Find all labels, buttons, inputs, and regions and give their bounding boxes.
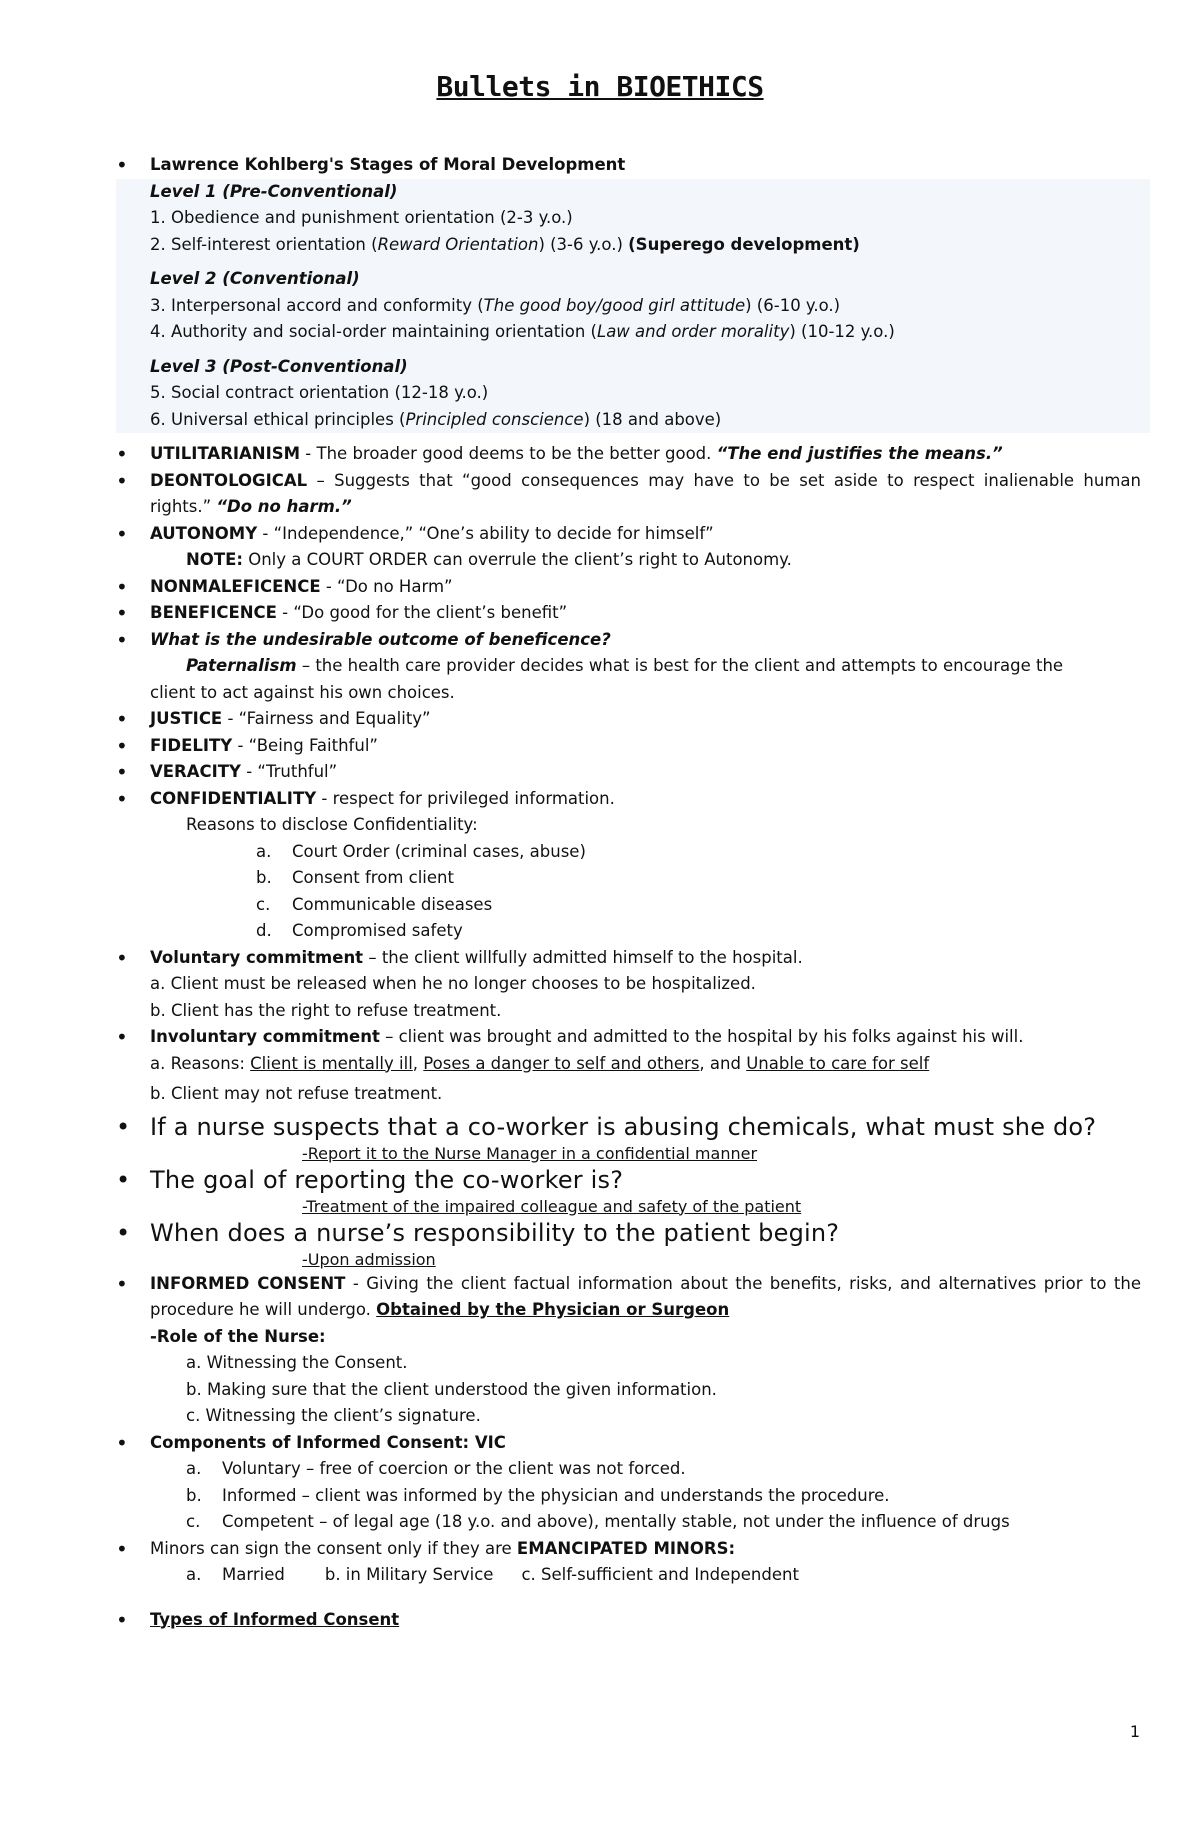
voluntary-a: a. Client must be released when he no longer chooses to be hospitalized. [150, 974, 756, 993]
list-item: • DEONTOLOGICAL – Suggests that “good consequences may have to be set aside to respect inalienable human rights.” “Do no harm.” [116, 468, 1141, 521]
list-item: • BENEFICENCE - “Do good for the client’s benefit” [116, 600, 1141, 627]
role-label: -Role of the Nurse: [150, 1326, 326, 1346]
question-item: • The goal of reporting the co-worker is? [116, 1165, 1141, 1196]
question-item: • If a nurse suspects that a co-worker is abusing chemicals, what must she do? [116, 1112, 1141, 1143]
role-item: c. Witnessing the client’s signature. [186, 1406, 481, 1425]
answer-text: -Upon admission [302, 1249, 436, 1269]
kohlberg-levels [116, 179, 1150, 434]
role-item: a. Witnessing the Consent. [186, 1353, 408, 1372]
component-item: a. Voluntary – free of coercion or the client was not forced. [186, 1459, 686, 1478]
list-item: • JUSTICE - “Fairness and Equality” [116, 706, 1141, 733]
reason-item: b. Consent from client [256, 868, 454, 887]
list-item: • Involuntary commitment – client was brought and admitted to the hospital by his folks against his will. [116, 1024, 1141, 1051]
reason-item: d. Compromised safety [256, 921, 463, 940]
list-item: • VERACITY - “Truthful” [116, 759, 1141, 786]
kohlberg-heading: Lawrence Kohlberg's Stages of Moral Development [150, 155, 626, 174]
level-label: Level 2 (Conventional) [150, 269, 360, 288]
answer-text: -Report it to the Nurse Manager in a confidential manner [302, 1143, 758, 1163]
list-item: • CONFIDENTIALITY - respect for privileged information. [116, 786, 1141, 813]
page-number: 1 [1129, 1722, 1140, 1741]
level-label: Level 1 (Pre-Conventional) [150, 181, 398, 201]
stage-item: 3. Interpersonal accord and conformity (The good boy/good girl attitude) (6-10 y.o.) [150, 295, 841, 315]
list-item: • UTILITARIANISM - The broader good deems to be the better good. “The end justifies the means.” [116, 441, 1141, 468]
reasons-label: Reasons to disclose Confidentiality: [186, 815, 478, 834]
list-item: • INFORMED CONSENT - Giving the client factual information about the benefits, risks, and alternatives prior to the procedure he will undergo. Obtained by the Physician or Surgeon [116, 1271, 1141, 1324]
stage-item: 6. Universal ethical principles (Principled conscience) (18 and above) [150, 409, 722, 429]
list-item: • Components of Informed Consent: VIC [116, 1430, 1141, 1457]
paternalism-line: Paternalism – the health care provider decides what is best for the client and attempts to encourage the [186, 656, 1064, 675]
stage-item: 5. Social contract orientation (12-18 y.o.) [150, 383, 489, 402]
list-item: • FIDELITY - “Being Faithful” [116, 733, 1141, 760]
content-body [116, 152, 1141, 1633]
list-item: • Voluntary commitment – the client willfully admitted himself to the hospital. [116, 945, 1141, 972]
stage-item: 2. Self-interest orientation (Reward Orientation) (3-6 y.o.) (Superego development) [150, 234, 860, 254]
involuntary-b: b. Client may not refuse treatment. [150, 1084, 443, 1103]
list-item: • What is the undesirable outcome of beneficence? [116, 627, 1141, 654]
paternalism-line-cont: client to act against his own choices. [150, 682, 455, 702]
minors-options: a. Married b. in Military Service c. Self-sufficient and Independent [186, 1565, 799, 1584]
role-item: b. Making sure that the client understood the given information. [186, 1379, 717, 1399]
reason-item: c. Communicable diseases [256, 894, 493, 914]
autonomy-note: NOTE: Only a COURT ORDER can overrule the client’s right to Autonomy. [186, 550, 792, 569]
component-item: c. Competent – of legal age (18 y.o. and above), mentally stable, not under the influence of drugs [186, 1512, 1010, 1531]
involuntary-reasons: a. Reasons: Client is mentally ill, Poses a danger to self and others, and Unable to care for self [150, 1053, 930, 1073]
page-title: Bullets in BIOETHICS [436, 70, 764, 103]
stage-item: 1. Obedience and punishment orientation (2-3 y.o.) [150, 208, 573, 227]
answer-text: -Treatment of the impaired colleague and safety of the patient [302, 1196, 802, 1216]
component-item: b. Informed – client was informed by the physician and understands the procedure. [186, 1485, 890, 1505]
list-item [116, 152, 1141, 179]
reason-item: a. Court Order (criminal cases, abuse) [256, 841, 586, 861]
voluntary-b: b. Client has the right to refuse treatment. [150, 1000, 502, 1020]
list-item: • Minors can sign the consent only if they are EMANCIPATED MINORS: [116, 1536, 1141, 1563]
question-item: • When does a nurse’s responsibility to the patient begin? [116, 1218, 1141, 1249]
level-label: Level 3 (Post-Conventional) [150, 356, 408, 376]
list-item: • AUTONOMY - “Independence,” “One’s ability to decide for himself” [116, 521, 1141, 548]
list-item: • NONMALEFICENCE - “Do no Harm” [116, 574, 1141, 601]
list-item: • Types of Informed Consent [116, 1607, 1141, 1634]
stage-item: 4. Authority and social-order maintaining orientation (Law and order morality) (10-12 y.o.) [150, 322, 895, 341]
